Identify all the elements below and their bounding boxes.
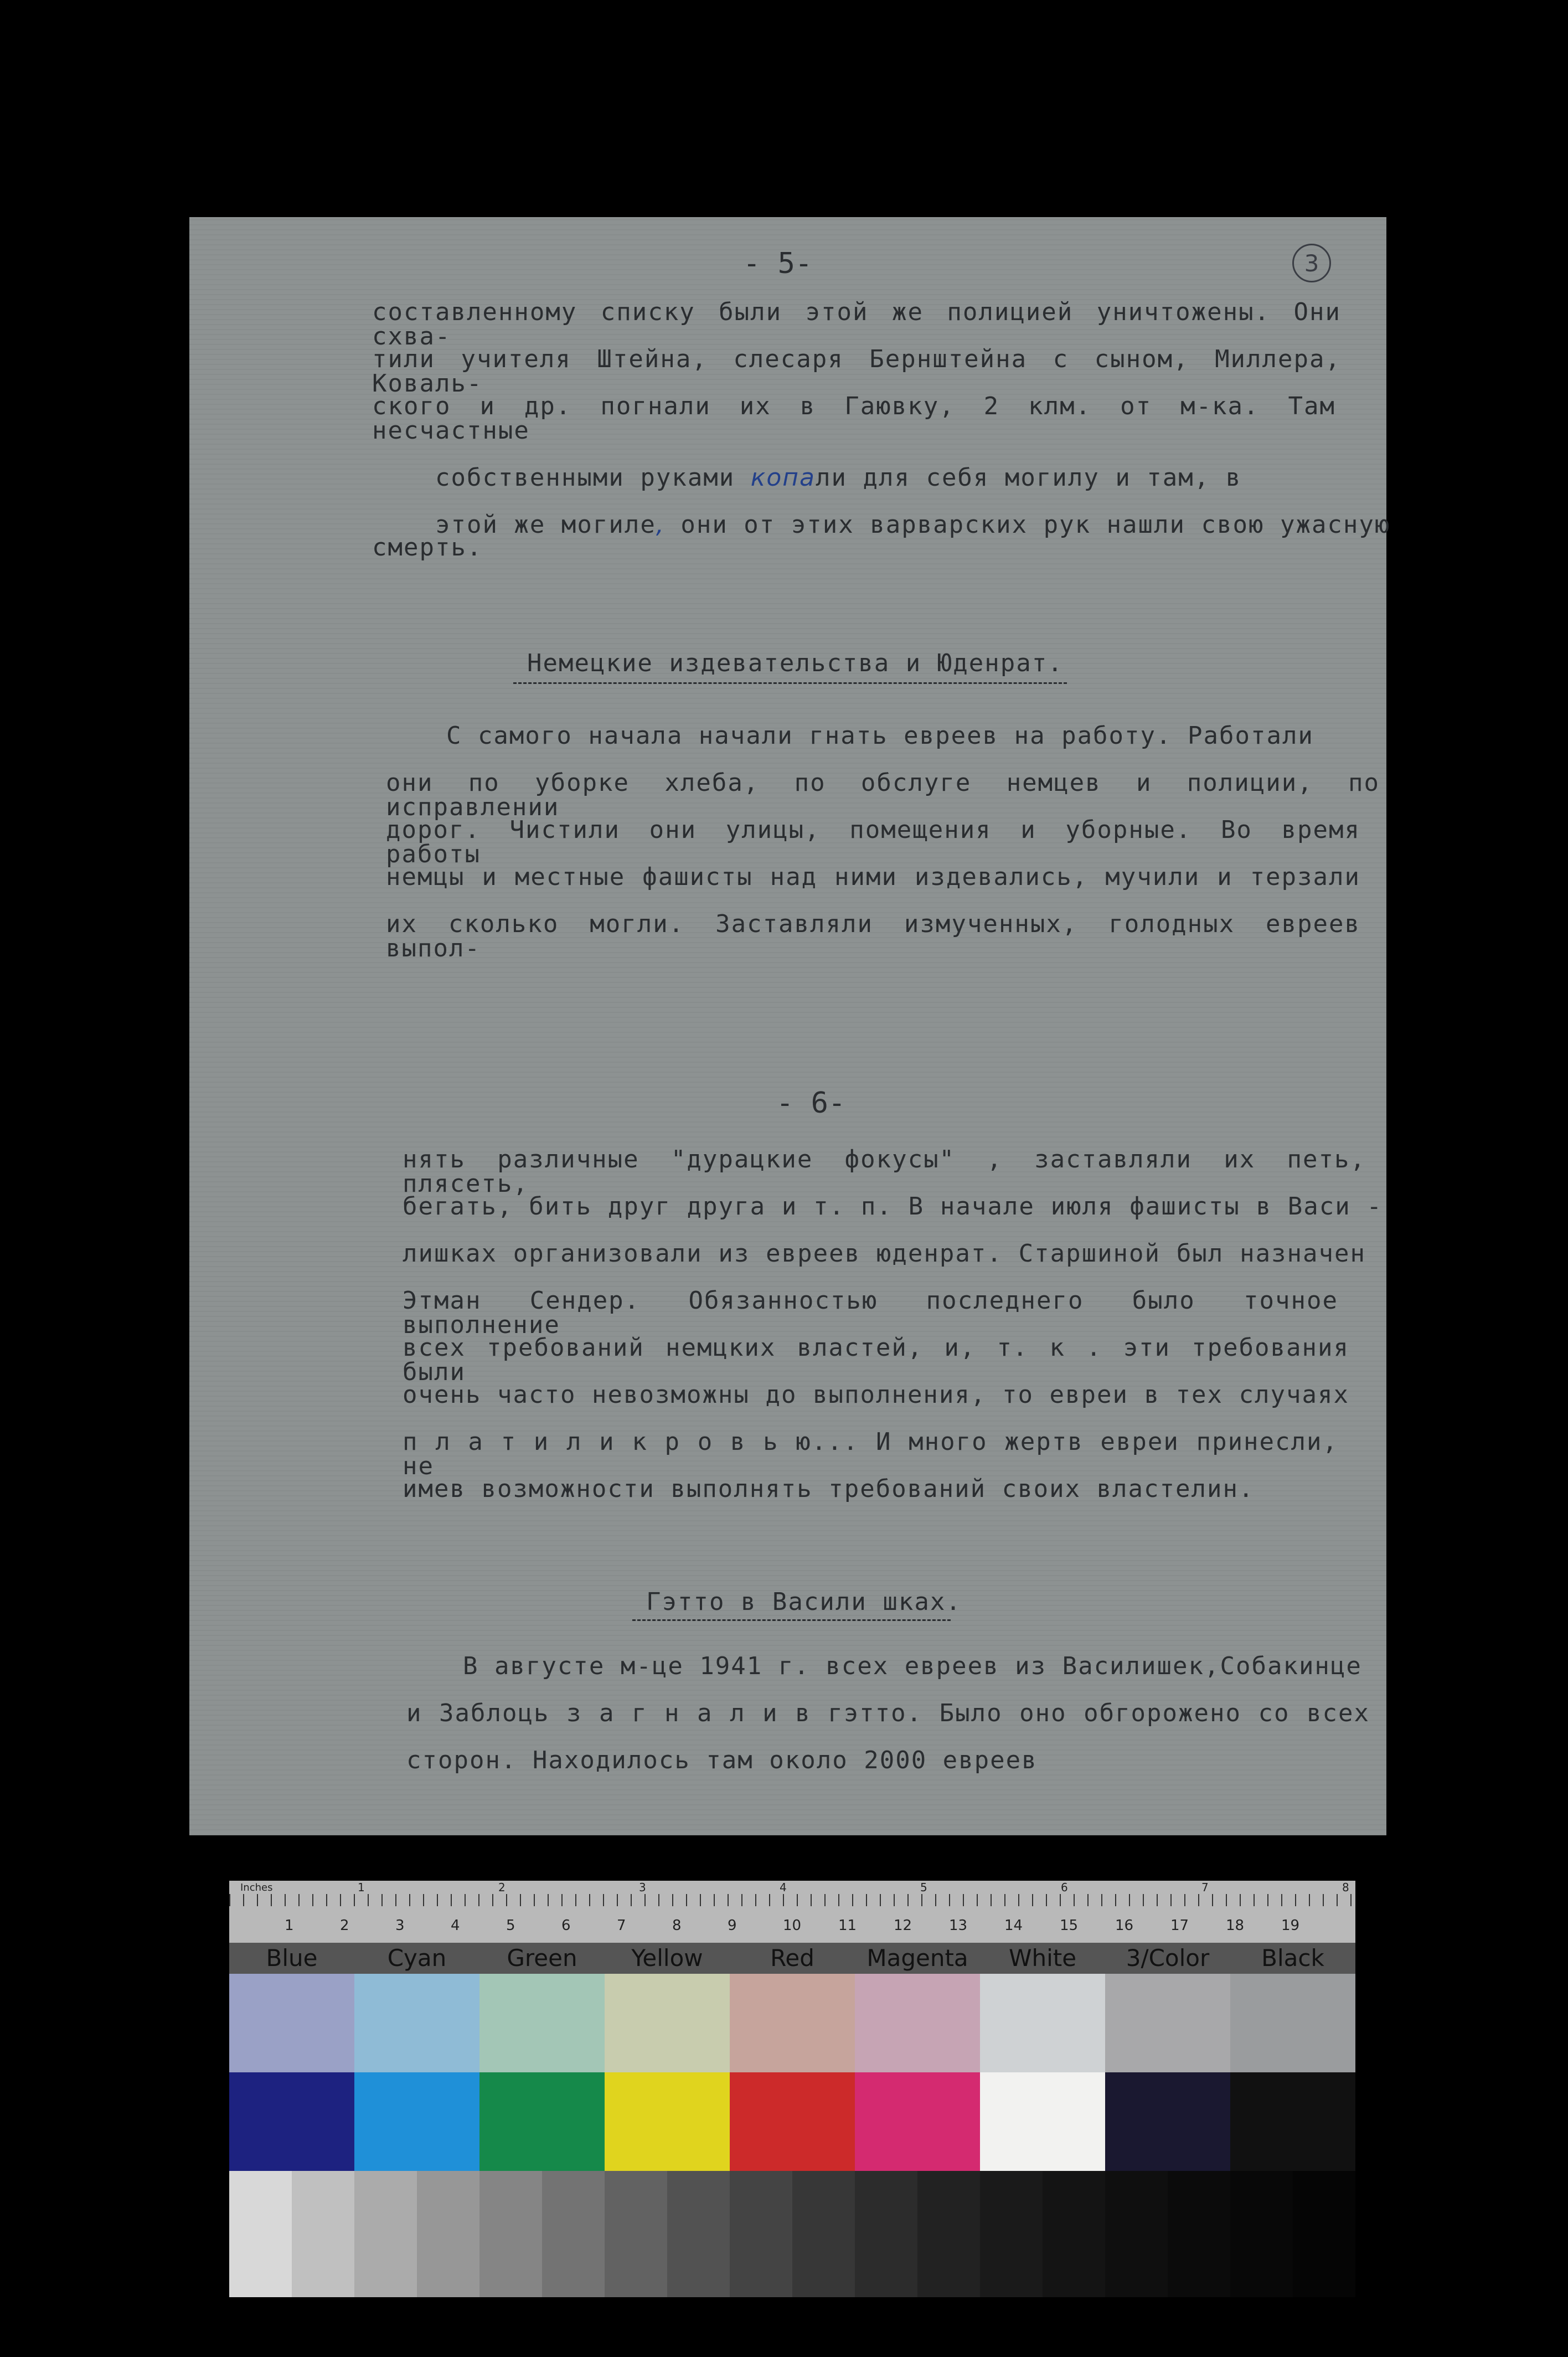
cm-tick-label: 17 [1170,1917,1189,1934]
patch-label: Yellow [631,1944,703,1972]
gray-step-patch [354,2171,417,2297]
paragraph-line: составленному списку были этой же полицией уничтожены. Они схва- [372,298,1341,351]
inch-tick-label: 3 [639,1881,646,1894]
gray-step-patch [667,2171,730,2297]
light-color-patch [354,1974,479,2072]
saturated-color-patch [479,2072,605,2171]
paragraph-line: тили учителя Штейна, слесаря Бернштейна с сыном, Миллера, Коваль- [372,345,1341,398]
paragraph-line: С самого начала начали гнать евреев на работу. Работали [383,722,1314,750]
patch-label: Green [507,1944,577,1972]
gray-step-patch [1105,2171,1168,2297]
paragraph-line: они по уборке хлеба, по обслуге немцев и полиции, по исправлении [386,769,1380,821]
ruler-unit-label: Inches [240,1882,273,1893]
inch-scale [229,1881,1355,1895]
color-calibration-target [229,1881,1355,2297]
ruler [229,1881,1355,1943]
cm-tick-label: 12 [894,1917,912,1934]
saturated-color-patch [1105,2072,1230,2171]
paragraph-line: имев возможности выполнять требований своих властелин. [403,1475,1255,1503]
typed-text: они от этих варварских рук нашли свою ужасную [664,511,1391,539]
light-color-patch [479,1974,605,2072]
handwritten-correction: копа [750,464,816,492]
inch-tick-label: 7 [1201,1881,1209,1894]
inch-tick-label: 1 [358,1881,365,1894]
typed-text: ли для себя могилу и там, в [816,464,1242,492]
saturated-color-patch [229,2072,354,2171]
paragraph-line: п л а т и л и к р о в ь ю... И много жертв евреи принесли, не [403,1428,1338,1480]
cm-tick-label: 5 [506,1917,515,1934]
gray-step-patch [1293,2171,1355,2297]
saturated-color-patch [855,2072,980,2171]
saturated-patch-row [229,2072,1355,2171]
light-color-patch [1230,1974,1355,2072]
cm-tick-label: 7 [617,1917,626,1934]
gray-step-patch [980,2171,1043,2297]
saturated-color-patch [730,2072,855,2171]
paragraph-line: нять различные "дурацкие фокусы" , заставляли их петь, плясеть, [403,1145,1366,1198]
gray-step-patch [1230,2171,1293,2297]
paragraph-line: всех требований немцких властей, и, т. к . эти требования были [403,1334,1349,1386]
typed-text: собственными руками [435,464,751,492]
patch-label: Blue [266,1944,318,1972]
gray-step-patch [292,2171,354,2297]
gray-step-patch [417,2171,479,2297]
typed-text: этой же могиле [435,511,656,539]
cm-tick-label: 16 [1115,1917,1134,1934]
light-color-patch [605,1974,730,2072]
paragraph-line: сторон. Находилось там около 2000 евреев [406,1746,1038,1774]
heading-underline [632,1619,951,1621]
gray-step-patch [792,2171,855,2297]
handwritten-comma: , [656,511,665,539]
light-patch-row [229,1974,1355,2072]
gray-step-patch [917,2171,980,2297]
gray-step-patch [1043,2171,1105,2297]
inch-tick-label: 5 [920,1881,927,1894]
gray-step-patch [542,2171,605,2297]
inch-tick-label: 6 [1061,1881,1068,1894]
light-color-patch [855,1974,980,2072]
light-color-patch [1105,1974,1230,2072]
inch-tick-label: 8 [1342,1881,1349,1894]
gray-step-patch [855,2171,917,2297]
light-color-patch [730,1974,855,2072]
page-number-top: - 5- [743,247,813,280]
circled-page-number: 3 [1292,244,1331,282]
paragraph-line: очень часто невозможны до выполнения, то евреи в тех случаях [403,1381,1349,1409]
section-heading: Немецкие издевательства и Юденрат. [527,649,1064,677]
saturated-color-patch [605,2072,730,2171]
cm-tick-label: 13 [949,1917,968,1934]
saturated-color-patch [354,2072,479,2171]
paragraph-line: бегать, бить друг друга и т. п. В начале июля фашисты в Васи - [403,1192,1383,1221]
cm-tick-label: 4 [451,1917,460,1934]
gray-step-patch [730,2171,792,2297]
heading-underline [513,682,1067,684]
paragraph-line: В августе м-це 1941 г. всех евреев из Василишек,Собакинце [400,1652,1362,1680]
cm-tick-label: 10 [783,1917,802,1934]
gray-step-patch [605,2171,667,2297]
patch-label: Red [770,1944,814,1972]
cm-tick-label: 19 [1281,1917,1300,1934]
cm-tick-label: 6 [561,1917,571,1934]
patch-labels [229,1943,1355,1974]
saturated-color-patch [980,2072,1105,2171]
cm-tick-label: 14 [1004,1917,1023,1934]
saturated-color-patch [1230,2072,1355,2171]
page-number-mid: - 6- [776,1087,846,1120]
paragraph-line: смерть. [372,533,483,562]
gray-step-patch [229,2171,292,2297]
gray-step-patch [479,2171,542,2297]
patch-label: White [1008,1944,1077,1972]
inch-tick-label: 2 [498,1881,506,1894]
paragraph-line: Этман Сендер. Обязанностью последнего было точное выполнение [403,1286,1338,1339]
paragraph-line: их сколько могли. Заставляли измученных, голодных евреев выпол- [386,910,1360,963]
cm-tick-label: 11 [838,1917,857,1934]
paragraph-line: ского и др. погнали их в Гаювку, 2 клм. от м-ка. Там несчастные [372,392,1335,445]
document-page [189,217,1391,1835]
cm-tick-label: 1 [285,1917,294,1934]
light-color-patch [980,1974,1105,2072]
paragraph-line-handwritten [372,488,1390,562]
paragraph-line: дорог. Чистили они улицы, помещения и уборные. Во время работы [386,816,1360,868]
patch-label: Cyan [387,1944,447,1972]
cm-tick-label: 3 [395,1917,405,1934]
paragraph-line: лишках организовали из евреев юденрат. Старшиной был назначен [403,1239,1366,1268]
patch-label: Magenta [866,1944,968,1972]
paragraph-line: и Заблоць з а г н а л и в гэтто. Было оно обгорожено со всех [406,1699,1370,1727]
paragraph-line: немцы и местные фашисты над ними издевались, мучили и терзали [386,863,1360,891]
cm-tick-label: 9 [728,1917,737,1934]
gray-scale-row [229,2171,1355,2297]
cm-scale [229,1917,1355,1939]
inch-tick-label: 4 [780,1881,787,1894]
cm-tick-label: 18 [1226,1917,1245,1934]
cm-tick-label: 15 [1060,1917,1079,1934]
patch-label: 3/Color [1126,1944,1210,1972]
cm-tick-label: 8 [672,1917,682,1934]
patch-label: Black [1261,1944,1324,1972]
cm-tick-label: 2 [340,1917,349,1934]
gray-step-patch [1168,2171,1230,2297]
light-color-patch [229,1974,354,2072]
section-heading: Гэтто в Васили шках. [646,1588,962,1616]
